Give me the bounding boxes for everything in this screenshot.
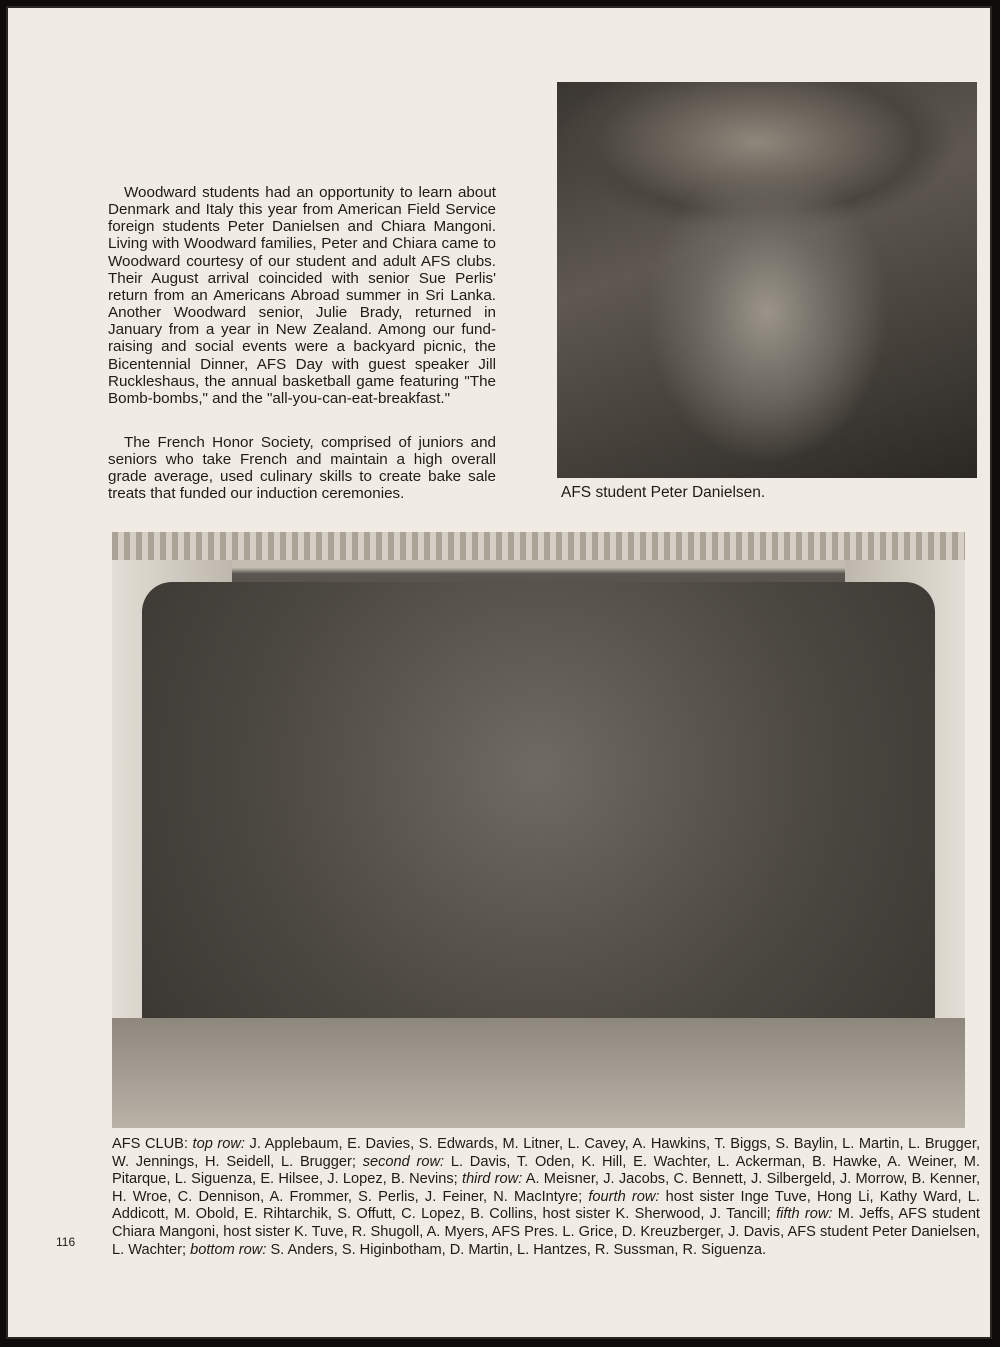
floor [112, 1018, 965, 1128]
caption-lead: AFS CLUB: [112, 1136, 193, 1152]
row-label-fourth: fourth row: [588, 1188, 660, 1205]
group-caption [112, 1136, 980, 1259]
page-number: 116 [56, 1235, 76, 1249]
article-paragraph-2: The French Honor Society, comprised of juniors and seniors who take French and maintain a high overall grade average, used culinary skills to create bake sale treats that funded our induction ceremonies. [108, 434, 496, 503]
row-label-third: third row: [462, 1171, 523, 1188]
yearbook-page [6, 6, 992, 1339]
row-names-fourth: host sister Inge Tuve, Hong Li, Kathy Ward, L. Addicott, M. Obold, E. Rihtarchik, S. Offutt, C. Lopez, B. Collins, host sister K. Sherwood, J. Tancill; [112, 1188, 980, 1223]
portrait-photo [557, 82, 977, 478]
article-paragraph-1: Woodward students had an opportunity to learn about Denmark and Italy this year from American Field Service foreign students Peter Danielsen and Chiara Mangoni. Living with Woodward families, Peter and Chiara came to Woodward courtesy of our student and adult AFS clubs. Their August arrival coincided with senior Sue Perlis' return from an Americans Abroad summer in Sri Lanka. Another Woodward senior, Julie Brady, returned in January from a year in New Zealand. Among our fund-raising and social events were a backyard picnic, the Bicentennial Dinner, AFS Day with guest speaker Jill Ruckleshaus, the annual basketball game featuring "The Bomb-bombs," and the "all-you-can-eat-breakfast." [108, 184, 496, 407]
club-members-group [142, 582, 935, 1052]
row-label-fifth: fifth row: [776, 1206, 833, 1223]
row-names-bottom: S. Anders, S. Higinbotham, D. Martin, L. Hantzes, R. Sussman, R. Siguenza. [266, 1241, 767, 1258]
row-names-top: J. Applebaum, E. Davies, S. Edwards, M. Litner, L. Cavey, A. Hawkins, T. Biggs, S. Baylin, L. Martin, L. Brugger, W. Jennings, H. Seidell, L. Brugger; [112, 1136, 980, 1170]
row-label-bottom: bottom row: [190, 1241, 267, 1258]
ceiling-grille [112, 532, 965, 560]
row-names-second: L. Davis, T. Oden, K. Hill, E. Wachter, L. Ackerman, B. Hawke, A. Weiner, M. Pitarque, L. Siguenza, E. Hilsee, J. Lopez, B. Nevins; [112, 1153, 981, 1188]
group-photo [112, 532, 965, 1128]
portrait-caption: AFS student Peter Danielsen. [561, 484, 766, 501]
row-label-top: top row: [192, 1136, 245, 1152]
row-names-fifth: M. Jeffs, AFS student Chiara Mangoni, host sister K. Tuve, R. Shugoll, A. Myers, AFS Pres. L. Grice, D. Kreuzberger, J. Davis, AFS student Peter Danielsen, L. Wachter; [112, 1206, 980, 1258]
row-label-second: second row: [362, 1153, 445, 1170]
row-names-third: A. Meisner, J. Jacobs, C. Bennett, J. Silbergeld, J. Morrow, B. Kenner, H. Wroe, C. Dennison, A. Frommer, S. Perlis, J. Feiner, N. MacIntyre; [112, 1171, 980, 1205]
